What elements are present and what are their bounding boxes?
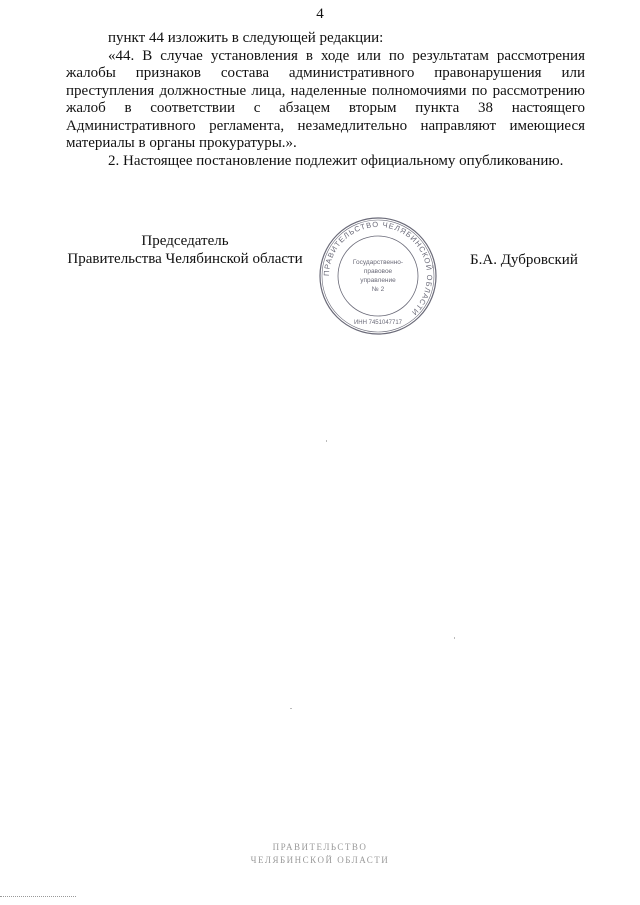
seal-outer-text: ПРАВИТЕЛЬСТВО ЧЕЛЯБИНСКОЙ ОБЛАСТИ	[321, 219, 435, 318]
document-body	[66, 30, 585, 170]
signatory-name: Б.А. Дубровский	[470, 252, 578, 268]
paragraph-point-44: «44. В случае установления в ходе или по результатам рассмотрения жалобы признаков состава административного правонарушения или преступления должностные лица, наделенные полномочиями по рассмотрению жалоб в соответствии с абзацем вторым пункта 38 настоящего Административного регламента, незамедлительно направляют имеющиеся материалы в органы прокуратуры.».	[66, 47, 585, 151]
page-number: 4	[316, 6, 324, 22]
seal-inn: ИНН 7451047717	[353, 320, 403, 326]
signatory-title-line1: Председатель	[141, 233, 229, 249]
seal-inner-line1: Государственно-	[352, 259, 404, 266]
scan-speck	[290, 708, 292, 709]
seal-inner-line4: № 2	[371, 286, 385, 293]
seal-inner-line2: правовое	[363, 268, 393, 275]
paragraph-publication: 2. Настоящее постановление подлежит официальному опубликованию.	[108, 152, 564, 169]
paragraph-intro: пункт 44 изложить в следующей редакции:	[108, 30, 384, 46]
scan-speck	[454, 637, 455, 639]
official-seal	[318, 216, 438, 336]
seal-inner-line3: управление	[360, 277, 396, 284]
footer-stamp-line2: ЧЕЛЯБИНСКОЙ ОБЛАСТИ	[250, 855, 390, 865]
bottom-dotted-line	[0, 896, 76, 897]
signatory-title-line2: Правительства Челябинской области	[67, 251, 303, 267]
signatory-title	[66, 232, 304, 268]
scan-speck	[326, 440, 327, 442]
footer-stamp-line1: ПРАВИТЕЛЬСТВО	[272, 842, 368, 852]
